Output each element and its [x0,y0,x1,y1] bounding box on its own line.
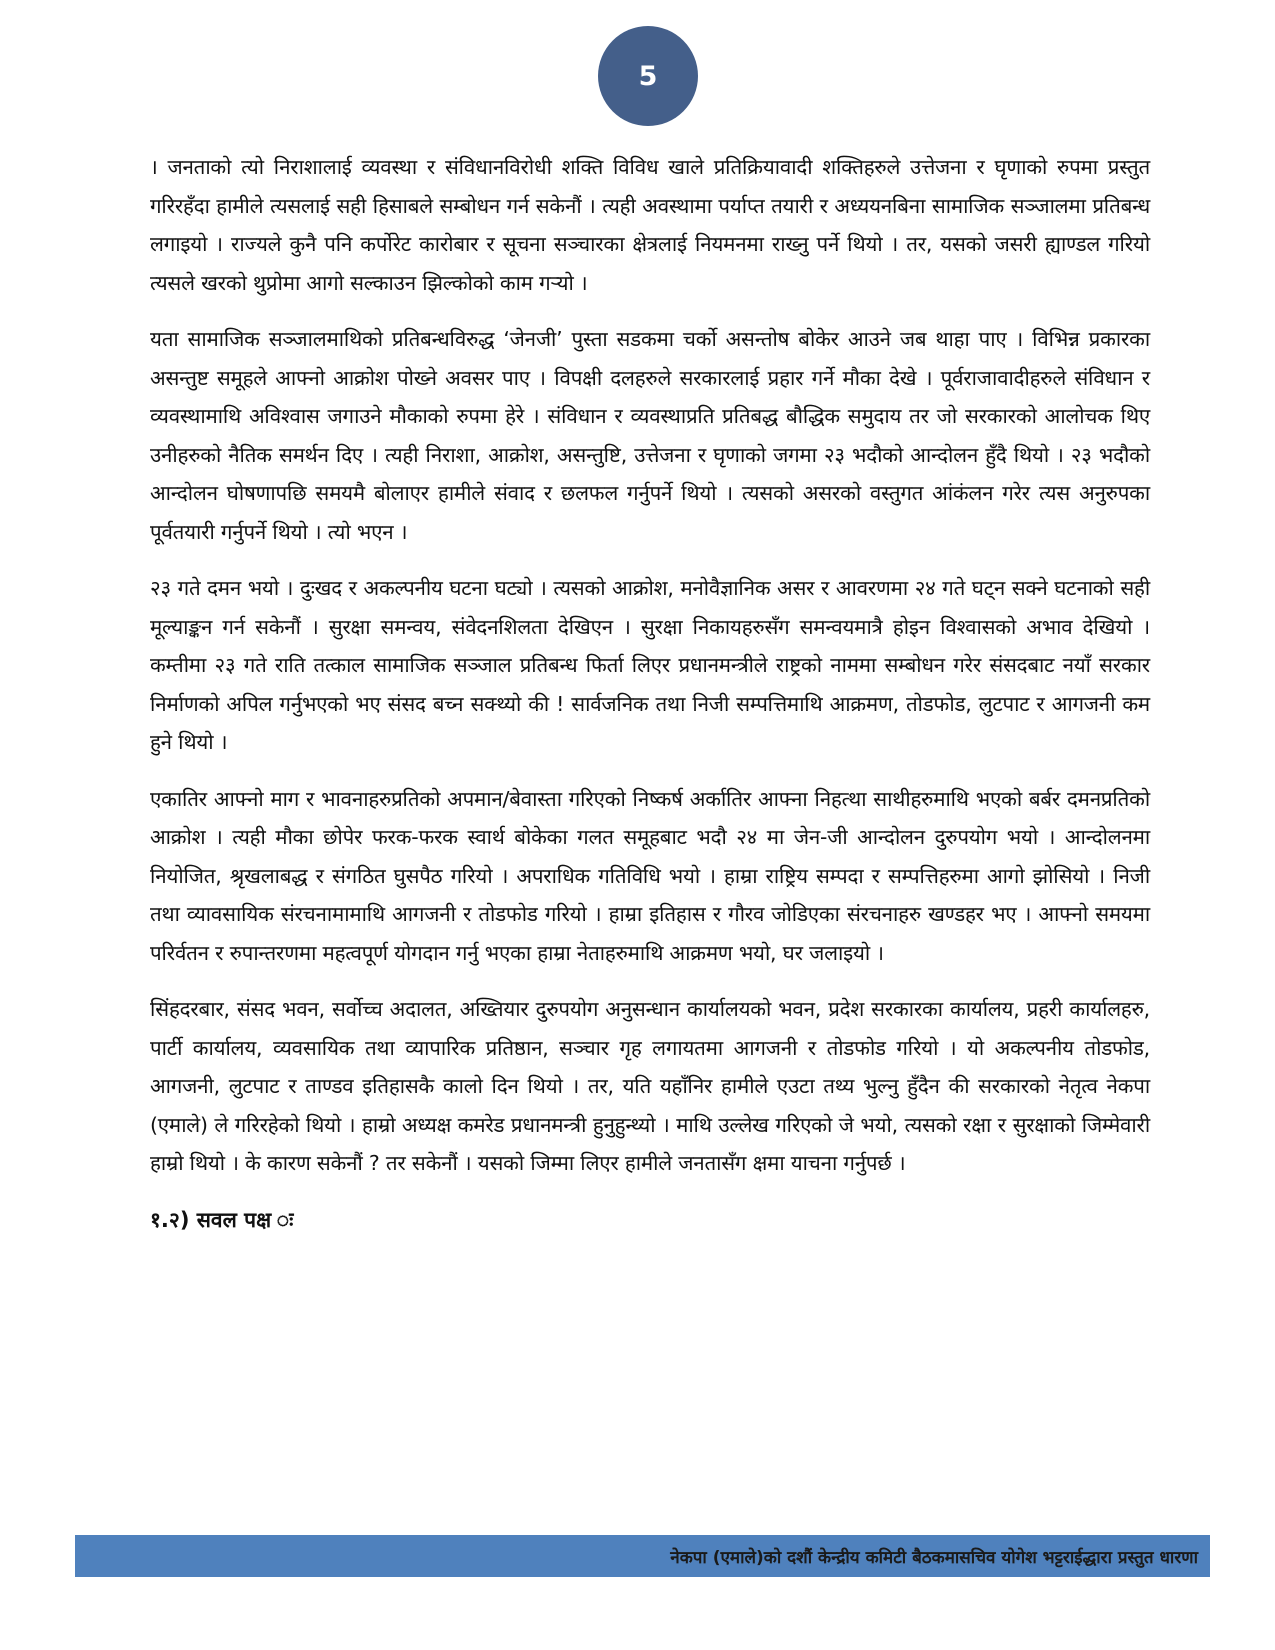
paragraph-1: । जनताको त्यो निराशालाई व्यवस्था र संविधानविरोधी शक्ति विविध खाले प्रतिक्रियावादी शक्तिहरुले उत्तेजना र घृणाको रुपमा प्रस्तुत गरिरहँदा हामीले त्यसलाई सही हिसाबले सम्बोधन गर्न सकेनौं । त्यही अवस्थामा पर्याप्त तयारी र अध्ययनबिना सामाजिक सञ्जालमा प्रतिबन्ध लगाइयो । राज्यले कुनै पनि कर्पोरेट कारोबार र सूचना सञ्चारका क्षेत्रलाई नियमनमा राख्नु पर्ने थियो । तर, यसको जसरी ह्याण्डल गरियो त्यसले खरको थुप्रोमा आगो सल्काउन झिल्कोको काम गऱ्यो । [150,155,1150,295]
paragraph-5: सिंहदरबार, संसद भवन, सर्वोच्च अदालत, अख्तियार दुरुपयोग अनुसन्धान कार्यालयको भवन, प्रदेश सरकारका कार्यालय, प्रहरी कार्यालहरु, पार्टी कार्यालय, व्यवसायिक तथा व्यापारिक प्रतिष्ठान, सञ्चार गृह लगायतमा आगजनी र तोडफोड गरियो । यो अकल्पनीय तोडफोड, आगजनी, लुटपाट र ताण्डव इतिहासकै कालो दिन थियो । तर, यति यहाँनिर हामीले एउटा तथ्य भुल्नु हुँदैन की सरकारको नेतृत्व नेकपा (एमाले) ले गरिरहेको थियो । हाम्रो अध्यक्ष कमरेड प्रधानमन्त्री हुनुहुन्थ्यो । माथि उल्लेख गरिएको जे भयो, त्यसको रक्षा र सुरक्षाको जिम्मेवारी हाम्रो थियो । के कारण सकेनौं ? तर सकेनौं । यसको जिम्मा लिएर हामीले जनतासँग क्षमा याचना गर्नुपर्छ । [150,997,1150,1175]
paragraph-4: एकातिर आफ्नो माग र भावनाहरुप्रतिको अपमान/बेवास्ता गरिएको निष्कर्ष अर्कातिर आफ्ना निहत्था साथीहरुमाथि भएको बर्बर दमनप्रतिको आक्रोश । त्यही मौका छोपेर फरक-फरक स्वार्थ बोकेका गलत समूहबाट भदौ २४ मा जेन-जी आन्दोलन दुरुपयोग भयो । आन्दोलनमा नियोजित, श्रृखलाबद्ध र संगठित घुसपैठ गरियो । अपराधिक गतिविधि भयो । हाम्रा राष्ट्रिय सम्पदा र सम्पत्तिहरुमा आगो झोसियो । निजी तथा व्यावसायिक संरचनामामाथि आगजनी र तोडफोड गरियो । हाम्रा इतिहास र गौरव जोडिएका संरचनाहरु खण्डहर भए । आफ्नो समयमा परिर्वतन र रुपान्तरणमा महत्वपूर्ण योगदान गर्नु भएका हाम्रा नेताहरुमाथि आक्रमण भयो, घर जलाइयो । [150,786,1150,965]
footer-bar [75,1535,1210,1577]
page-number: 5 [638,60,658,92]
section-heading: १.२) सवल पक्ष ः [150,1207,294,1232]
footer-text: नेकपा (एमाले)को दशौं केन्द्रीय कमिटी बैठकमासचिव योगेश भट्टराईद्धारा प्रस्तुत धारणा [670,1547,1198,1568]
paragraph-3: २३ गते दमन भयो । दुःखद र अकल्पनीय घटना घट्यो । त्यसको आक्रोश, मनोवैज्ञानिक असर र आवरणमा २४ गते घट्न सक्ने घटनाको सही मूल्याङ्कन गर्न सकेनौं । सुरक्षा समन्वय, संवेदनशिलता देखिएन । सुरक्षा निकायहरुसँग समन्वयमात्रै होइन विश्वासको अभाव देखियो । कम्तीमा २३ गते राति तत्काल सामाजिक सञ्जाल प्रतिबन्ध फिर्ता लिएर प्रधानमन्त्रीले राष्ट्रको नाममा सम्बोधन गरेर संसदबाट नयाँ सरकार निर्माणको अपिल गर्नुभएको भए संसद बच्न सक्थ्यो की ! सार्वजनिक तथा निजी सम्पत्तिमाथि आक्रमण, तोडफोड, लुटपाट र आगजनी कम हुने थियो । [150,576,1150,754]
paragraph-2: यता सामाजिक सञ्जालमाथिको प्रतिबन्धविरुद्ध ‘जेनजी’ पुस्ता सडकमा चर्को असन्तोष बोकेर आउने जब थाहा पाए । विभिन्न प्रकारका असन्तुष्ट समूहले आफ्नो आक्रोश पोख्ने अवसर पाए । विपक्षी दलहरुले सरकारलाई प्रहार गर्ने मौका देखे । पूर्वराजावादीहरुले संविधान र व्यवस्थामाथि अविश्वास जगाउने मौकाको रुपमा हेरे । संविधान र व्यवस्थाप्रति प्रतिबद्ध बौद्धिक समुदाय तर जो सरकारको आलोचक थिए उनीहरुको नैतिक समर्थन दिए । त्यही निराशा, आक्रोश, असन्तुष्टि, उत्तेजना र घृणाको जगमा २३ भदौको आन्दोलन हुँदै थियो । २३ भदौको आन्दोलन घोषणापछि समयमै बोलाएर हामीले संवाद र छलफल गर्नुपर्ने थियो । त्यसको असरको वस्तुगत आंकंलन गरेर त्यस अनुरुपका पूर्वतयारी गर्नुपर्ने थियो । त्यो भएन । [150,327,1150,544]
page-number-badge [598,26,698,126]
document-body [150,148,1150,1239]
